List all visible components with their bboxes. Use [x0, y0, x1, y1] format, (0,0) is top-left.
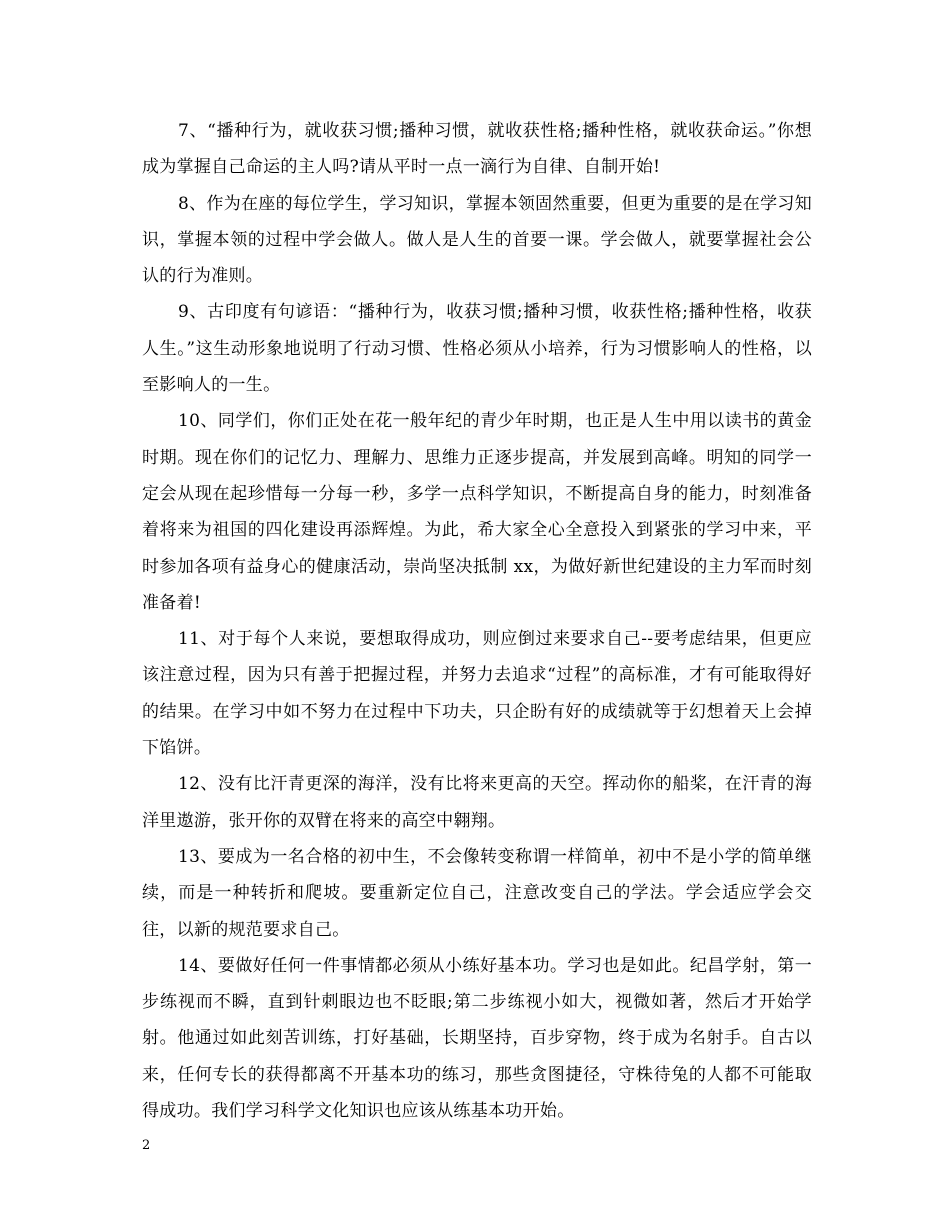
- paragraph-11: 11、对于每个人来说，要想取得成功，则应倒过来要求自己--要考虑结果，但更应该注意过程，因为只有善于把握过程，并努力去追求“过程”的高标准，才有可能取得好的结果。在学习中如不努力在过程中下功夫，只企盼有好的成绩就等于幻想着天上会掉下馅饼。: [142, 629, 812, 759]
- paragraph-9: 9、古印度有句谚语：“播种行为，收获习惯;播种习惯，收获性格;播种性格，收获人生。”这生动形象地说明了行动习惯、性格必须从小培养，行为习惯影响人的性格，以至影响人的一生。: [142, 302, 812, 396]
- paragraph-10: 10、同学们，你们正处在花一般年纪的青少年时期，也正是人生中用以读书的黄金时期。现在你们的记忆力、理解力、思维力正逐步提高，并发展到高峰。明知的同学一定会从现在起珍惜每一分每一秒，多学一点科学知识，不断提高自身的能力，时刻准备着将来为祖国的四化建设再添辉煌。为此，希大家全心全意投入到紧张的学习中来，平时参加各项有益身心的健康活动，崇尚坚决抵制 xx，为做好新世纪建设的主力军而时刻准备着!: [142, 411, 812, 613]
- paragraph-8: 8、作为在座的每位学生，学习知识，掌握本领固然重要，但更为重要的是在学习知识，掌握本领的过程中学会做人。做人是人生的首要一课。学会做人，就要掌握社会公认的行为准则。: [142, 193, 812, 287]
- paragraph-7: 7、“播种行为，就收获习惯;播种习惯，就收获性格;播种性格，就收获命运。”你想成为掌握自己命运的主人吗?请从平时一点一滴行为自律、自制开始!: [142, 121, 812, 178]
- paragraph-13: 13、要成为一名合格的初中生，不会像转变称谓一样简单，初中不是小学的简单继续，而是一种转折和爬坡。要重新定位自己，注意改变自己的学法。学会适应学会交往，以新的规范要求自己。: [142, 846, 812, 940]
- page-number: 2: [142, 1138, 151, 1153]
- paragraph-12: 12、没有比汗青更深的海洋，没有比将来更高的天空。挥动你的船桨，在汗青的海洋里遨游，张开你的双臂在将来的高空中翱翔。: [142, 774, 812, 831]
- page-body: [142, 113, 812, 1129]
- paragraph-14: 14、要做好任何一件事情都必须从小练好基本功。学习也是如此。纪昌学射，第一步练视而不瞬，直到针刺眼边也不眨眼;第二步练视小如大，视微如著，然后才开始学射。他通过如此刻苦训练，打好基础，长期坚持，百步穿物，终于成为名射手。自古以来，任何专长的获得都离不开基本功的练习，那些贪图捷径，守株待兔的人都不可能取得成功。我们学习科学文化知识也应该从练基本功开始。: [142, 955, 812, 1122]
